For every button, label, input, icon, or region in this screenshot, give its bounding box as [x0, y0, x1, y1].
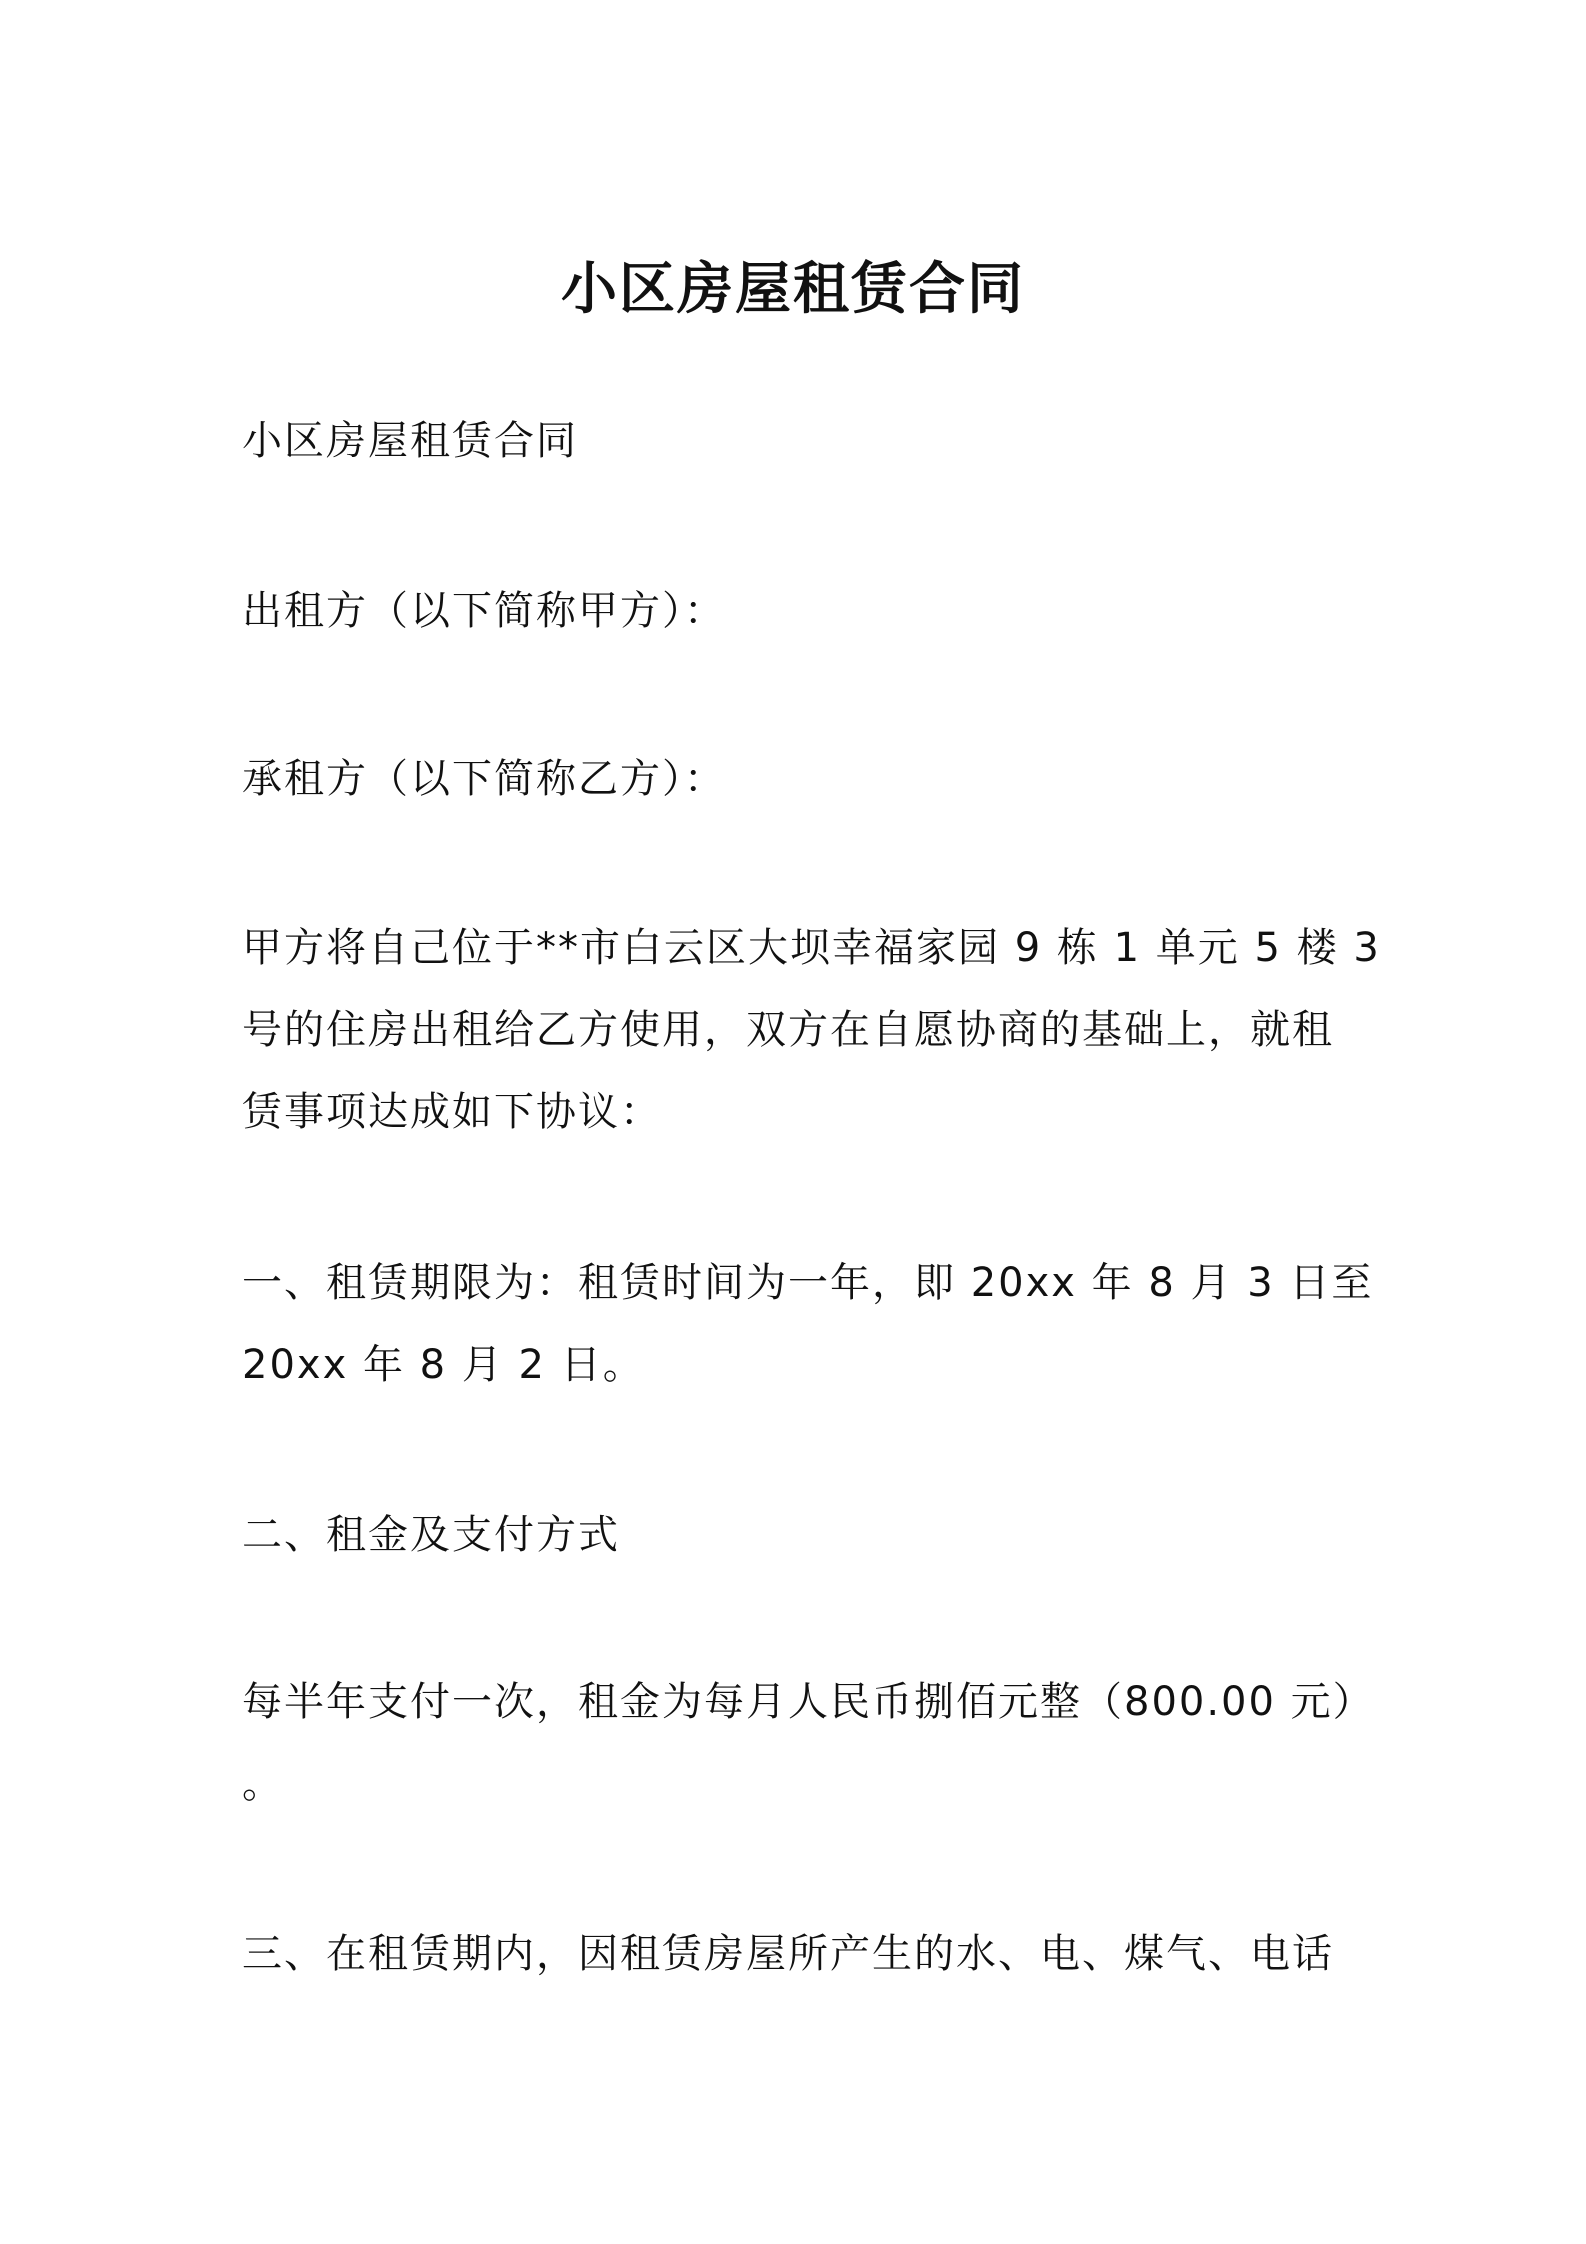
rent-paragraph: [242, 1661, 1375, 1825]
document-title: 小区房屋租赁合同: [561, 257, 1025, 322]
subtitle-paragraph: [242, 400, 1357, 482]
intro-line: 甲方将自己位于**市白云区大坝幸福家园 9 栋 1 单元 5 楼 3: [242, 925, 1381, 971]
term-line: 一、租赁期限为：租赁时间为一年，即 20xx 年 8 月 3 日至: [242, 1260, 1374, 1306]
term-paragraph: [242, 1242, 1374, 1406]
intro-line: 号的住房出租给乙方使用，双方在自愿协商的基础上，就租: [242, 1007, 1334, 1053]
intro-paragraph: [242, 907, 1381, 1153]
rent-line: 。: [242, 1761, 284, 1807]
rent-heading: 二、租金及支付方式: [242, 1512, 620, 1558]
lessee-paragraph: [242, 738, 1357, 820]
rent-heading-paragraph: [242, 1494, 1357, 1576]
lessor-line: 出租方（以下简称甲方）：: [242, 588, 726, 634]
subtitle-line: 小区房屋租赁合同: [242, 418, 578, 464]
term-line: 20xx 年 8 月 2 日。: [242, 1342, 645, 1388]
intro-line: 赁事项达成如下协议：: [242, 1089, 662, 1135]
lessee-line: 承租方（以下简称乙方）：: [242, 756, 726, 802]
utilities-line: 三、在租赁期内，因租赁房屋所产生的水、电、煤气、电话: [242, 1931, 1334, 1977]
rent-line: 每半年支付一次，租金为每月人民币捌佰元整（800.00 元）: [242, 1679, 1375, 1725]
utilities-paragraph: [242, 1913, 1357, 1995]
lessor-paragraph: [242, 570, 1357, 652]
